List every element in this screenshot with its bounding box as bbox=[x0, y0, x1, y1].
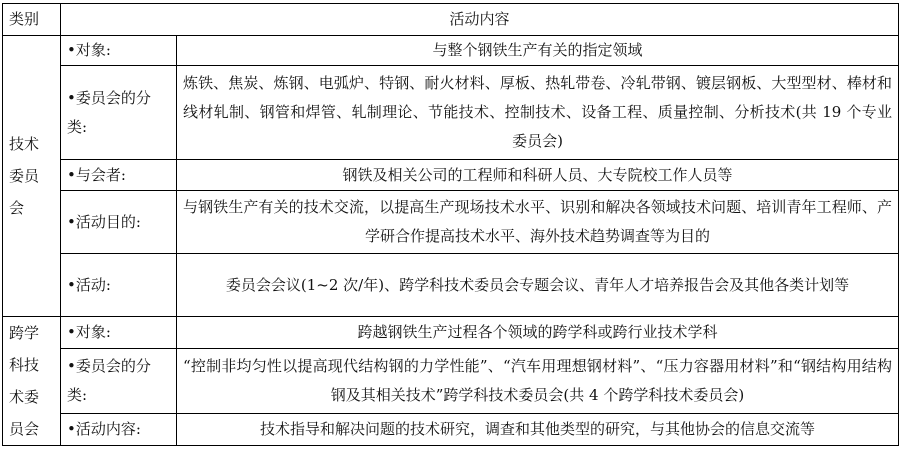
row-content: “控制非均匀性以提高现代结构钢的力学性能”、“汽车用理想钢材料”、“压力容器用材料”和“钢结构用结构钢及其相关技术”跨学科技术委员会(共 4 个跨学科技术委员会) bbox=[177, 349, 899, 414]
row-content: 技术指导和解决问题的技术研究，调查和其他类型的研究，与其他协会的信息交流等 bbox=[177, 413, 899, 445]
header-content: 活动内容 bbox=[61, 4, 899, 36]
row-label: •活动目的: bbox=[61, 191, 177, 254]
table-row bbox=[3, 66, 899, 160]
table-row bbox=[3, 191, 899, 254]
category-label: 技术委员会 bbox=[9, 135, 40, 217]
row-label: •与会者: bbox=[61, 160, 177, 191]
header-row bbox=[3, 4, 899, 36]
table-row bbox=[3, 36, 899, 66]
table-row bbox=[3, 254, 899, 317]
table-row bbox=[3, 160, 899, 191]
table-row bbox=[3, 413, 899, 445]
row-label: •委员会的分类: bbox=[61, 66, 177, 160]
row-label: •对象: bbox=[61, 36, 177, 66]
row-content: 炼铁、焦炭、炼钢、电弧炉、特钢、耐火材料、厚板、热轧带卷、冷轧带钢、镀层钢板、大型型材、棒材和线材轧制、钢管和焊管、轧制理论、节能技术、控制技术、设备工程、质量控制、分析技术(共 19 个专业委员会) bbox=[177, 66, 899, 160]
row-label: •活动内容: bbox=[61, 413, 177, 445]
table-row bbox=[3, 317, 899, 349]
row-content: 与整个钢铁生产有关的指定领域 bbox=[177, 36, 899, 66]
committee-activities-table bbox=[2, 3, 899, 446]
row-label: •委员会的分类: bbox=[61, 349, 177, 414]
table-row bbox=[3, 349, 899, 414]
category-technical-committee bbox=[3, 36, 61, 317]
category-interdisciplinary-committee bbox=[3, 317, 61, 446]
row-content: 钢铁及相关公司的工程师和科研人员、大专院校工作人员等 bbox=[177, 160, 899, 191]
row-content: 跨越钢铁生产过程各个领域的跨学科或跨行业技术学科 bbox=[177, 317, 899, 349]
header-category: 类别 bbox=[3, 4, 61, 36]
row-label: •活动: bbox=[61, 254, 177, 317]
row-content: 与钢铁生产有关的技术交流，以提高生产现场技术水平、识别和解决各领域技术问题、培训青年工程师、产学研合作提高技术水平、海外技术趋势调查等为目的 bbox=[177, 191, 899, 254]
row-content: 委员会会议(1~2 次/年)、跨学科技术委员会专题会议、青年人才培养报告会及其他各类计划等 bbox=[177, 254, 899, 317]
category-label: 跨学科技术委员会 bbox=[9, 324, 40, 438]
row-label: •对象: bbox=[61, 317, 177, 349]
